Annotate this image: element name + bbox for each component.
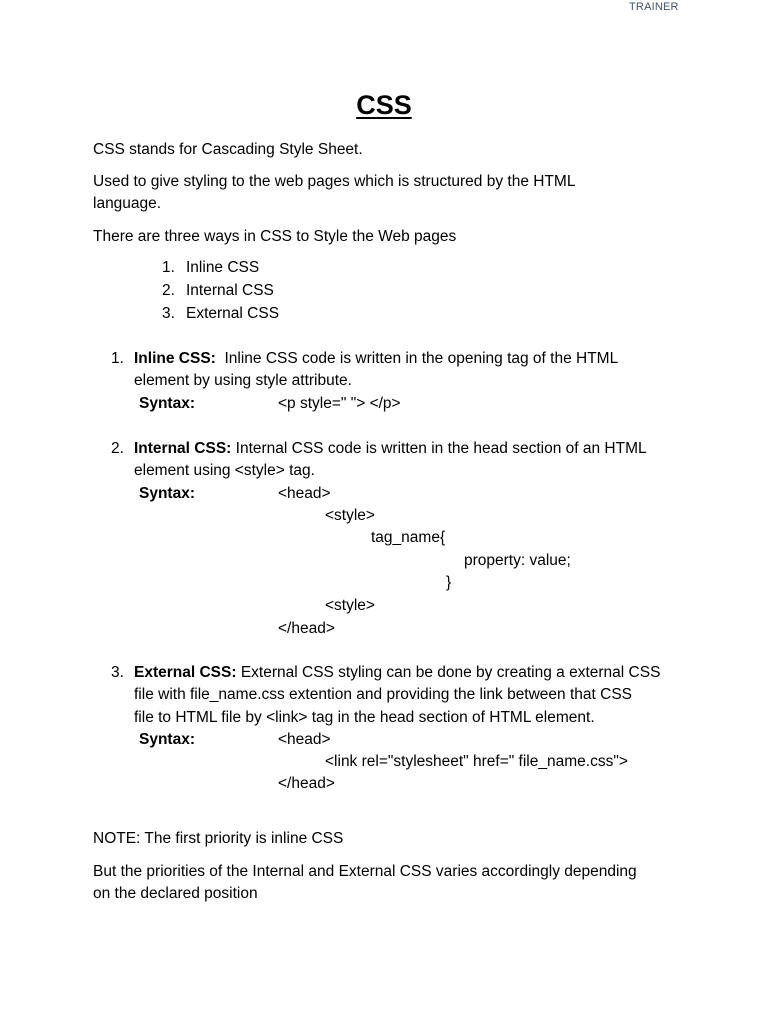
section-body-line [134, 665, 660, 681]
section-heading: Internal CSS: [134, 440, 232, 457]
ways-list-number: 1. [162, 259, 175, 276]
code-line: tag_name{ [371, 529, 446, 546]
section-number: 1. [111, 350, 124, 367]
ways-list-number: 3. [162, 305, 175, 322]
page-title: CSS [356, 90, 412, 120]
code-line: <style> [325, 597, 375, 614]
code-line: <style> [325, 507, 375, 524]
intro-line-3: There are three ways in CSS to Style the Web pages [93, 228, 457, 245]
section-body-line [134, 351, 618, 367]
header-trainer-label: TRAINER [629, 1, 679, 13]
note-line-2b: on the declared position [93, 885, 258, 902]
section-text: Internal CSS code is written in the head section of an HTML [235, 440, 647, 457]
intro-line-1: CSS stands for Cascading Style Sheet. [93, 141, 363, 158]
ways-list-number: 2. [162, 282, 175, 299]
syntax-label: Syntax: [139, 395, 195, 412]
code-line: property: value; [464, 552, 571, 569]
syntax-label: Syntax: [139, 485, 195, 502]
section-text: file with file_name.css extention and providing the link between that CSS [134, 686, 633, 703]
ways-list-item: Inline CSS [186, 259, 260, 276]
ways-list-item: External CSS [186, 305, 280, 322]
code-line: } [446, 574, 452, 591]
ways-list-item: Internal CSS [186, 282, 274, 299]
note-line-1: NOTE: The first priority is inline CSS [93, 830, 344, 847]
code-line: </head> [278, 620, 335, 637]
code-line: <head> [278, 731, 331, 748]
section-heading: External CSS: [134, 664, 237, 681]
intro-line-2b: language. [93, 195, 162, 212]
section-heading: Inline CSS: [134, 350, 216, 367]
code-line: <head> [278, 485, 331, 502]
section-text: External CSS styling can be done by creating a external CSS [240, 664, 661, 681]
section-text: element by using style attribute. [134, 372, 352, 389]
code-line: </head> [278, 775, 335, 792]
syntax-label: Syntax: [139, 731, 195, 748]
note-line-2a: But the priorities of the Internal and External CSS varies accordingly depending [93, 863, 637, 880]
section-number: 3. [111, 664, 124, 681]
section-body-line [134, 441, 647, 457]
section-text: file to HTML file by <link> tag in the head section of HTML element. [134, 709, 595, 726]
section-number: 2. [111, 440, 124, 457]
code-line: <link rel="stylesheet" href=" file_name.css"> [325, 753, 628, 770]
code-line: <p style=" "> </p> [278, 395, 401, 412]
section-text: element using <style> tag. [134, 462, 315, 479]
section-text: Inline CSS code is written in the opening tag of the HTML [224, 350, 619, 367]
intro-line-2a: Used to give styling to the web pages which is structured by the HTML [93, 173, 576, 190]
